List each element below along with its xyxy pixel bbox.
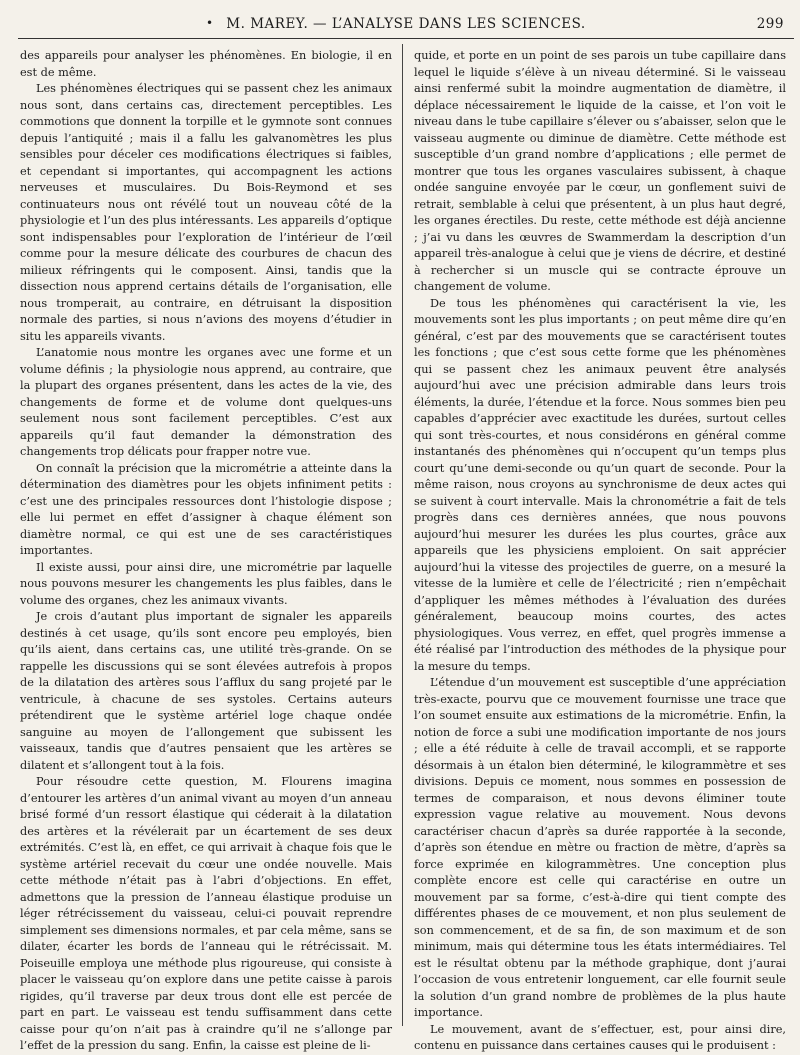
- header-title: M. MAREY. — L’ANALYSE DANS LES SCIENCES.: [226, 16, 586, 32]
- paragraph: des appareils pour analyser les phénomènes. En biologie, il en est de même.: [20, 49, 392, 79]
- header-rule: [18, 38, 794, 39]
- page-number: 299: [756, 16, 784, 32]
- column-divider: [402, 44, 403, 1026]
- paragraph: Je crois d’autant plus important de signaler les appareils destinés à cet usage, qu’ils sont encore peu employés, bien qu’ils aient, dans certains cas, une utilité très-grande. On se rappelle les discussions qui se sont élevées autrefois à propos de la dilatation des artères sous l’afflux du sang projeté par le ventricule, à chacune de ses systoles. Certains auteurs prétendirent que le système artériel loge chaque ondée sanguine au moyen de l’allongement que subissent les vaisseaux, tandis que d’autres pensaient que les artères se dilatent et s’allongent tout à la fois.: [20, 610, 392, 772]
- running-header: [20, 12, 792, 36]
- paragraph: De tous les phénomènes qui caractérisent la vie, les mouvements sont les plus importants ; on peut même dire qu’en général, c’est par des mouvements que se caractérisent toutes les fonctions ; que c’est sous cette forme que les phénomènes qui se passent chez les animaux peuvent être analysés aujourd’hui avec une précision admirable dans leurs trois éléments, la durée, l’étendue et la force. Nous sommes bien peu capables d’apprécier avec exactitude les durées, surtout celles qui sont très-courtes, et nous considérons en général comme instantanés des phénomènes qui n’occupent qu’un temps plus court qu’une demi-seconde ou qu’un quart de seconde. Pour la même raison, nous croyons au synchronisme de deux actes qui se suivent à court intervalle. Mais la chronométrie a fait de tels progrès dans ces dernières années, que nous pouvons aujourd’hui mesurer les durées les plus courtes, grâce aux appareils que les physiciens emploient. On sait apprécier aujourd’hui la vitesse des projectiles de guerre, on a mesuré la vitesse de la lumière et celle de l’électricité ; rien n’empêchait d’appliquer les mêmes méthodes à l’évaluation des durées généralement, beaucoup moins courtes, des actes physiologiques. Vous verrez, en effet, quel progrès immense a été réalisé par l’introduction des méthodes de la physique pour la mesure du temps.: [414, 296, 786, 673]
- paragraph: Les phénomènes électriques qui se passent chez les animaux nous sont, dans certains cas, directement perceptibles. Les commotions que donnent la torpille et le gymnote sont connues depuis l’antiquité ; mais il a fallu les galvanomètres les plus sensibles pour déceler ces modifications électriques si faibles, et cependant si importantes, qui accompagnent les actions nerveuses et musculaires. Du Bois-Reymond et ses continuateurs nous ont révélé tout un nouveau côté de la physiologie et l’un des plus intéressants. Les appareils d’optique sont indispensables pour l’exploration de l’intérieur de l’œil comme pour la mesure délicate des courbures de chacun des milieux réfringents qui le composent. Ainsi, tandis que la dissection nous apprend certains détails de l’organisation, elle nous tromperait, au contraire, en détruisant la disposition normale des parties, si nous n’avions des moyens d’étudier in situ les appareils vivants.: [20, 82, 392, 343]
- left-column: [20, 48, 392, 1052]
- paragraph: Le mouvement, avant de s’effectuer, est, pour ainsi dire, contenu en puissance dans certaines causes qui le produisent :: [414, 1022, 786, 1052]
- paragraph: L’anatomie nous montre les organes avec une forme et un volume définis ; la physiologie nous apprend, au contraire, que la plupart des organes présentent, dans les actes de la vie, des changements de forme et de volume dont quelques-uns seulement nous sont facilement perceptibles. C’est aux appareils qu’il faut demander la démonstration des changements trop délicats pour frapper notre vue.: [20, 346, 392, 458]
- paragraph: quide, et porte en un point de ses parois un tube capillaire dans lequel le liquide s’élève à un niveau déterminé. Si le vaisseau ainsi renfermé subit la moindre augmentation de diamètre, il déplace nécessairement le liquide de la caisse, et l’on voit le niveau dans le tube capillaire s’élever ou s’abaisser, selon que le vaisseau augmente ou diminue de diamètre. Cette méthode est susceptible d’un grand nombre d’applications ; elle permet de montrer que tous les organes vasculaires subissent, à chaque ondée sanguine envoyée par le cœur, un gonflement suivi de retrait, semblable à celui que présentent, à un plus haut degré, les organes érectiles. Du reste, cette méthode est déjà ancienne ; j’ai vu dans les œuvres de Swammerdam la description d’un appareil très-analogue à celui que je viens de décrire, et destiné à rechercher si un muscle qui se contracte éprouve un changement de volume.: [414, 49, 786, 293]
- paragraph: L’étendue d’un mouvement est susceptible d’une appréciation très-exacte, pourvu que ce mouvement fournisse une trace que l’on soumet ensuite aux estimations de la micrométrie. Enfin, la notion de force a subi une modification importante de nos jours ; elle a été réduite à celle de travail accompli, et se rapporte désormais à un étalon bien déterminé, le kilogrammètre et ses divisions. Depuis ce moment, nous sommes en possession de termes de comparaison, et nous devons éliminer toute expression vague relative au mouvement. Nous devons caractériser chacun d’après sa durée rapportée à la seconde, d’après son étendue en mètre ou fraction de mètre, d’après sa force exprimée en kilogrammètres. Une conception plus complète encore est celle qui caractérise en outre un mouvement par sa forme, c’est-à-dire qui tient compte des différentes phases de ce mouvement, et non plus seulement de son commencement, et de sa fin, de son maximum et de son minimum, mais qui détermine tous les états intermédiaires. Tel est le résultat obtenu par la méthode graphique, dont j’aurai l’occasion de vous entretenir longuement, car elle fournit seule la solution d’un grand nombre de problèmes de la plus haute importance.: [414, 676, 786, 1019]
- paragraph: Pour résoudre cette question, M. Flourens imagina d’entourer les artères d’un animal vivant au moyen d’un anneau brisé formé d’un ressort élastique qui céderait à la dilatation des artères et la révélerait par un écartement de ses deux extrémités. C’est là, en effet, ce qui arrivait à chaque fois que le système artériel recevait du cœur une ondée nouvelle. Mais cette méthode n’était pas à l’abri d’objections. En effet, admettons que la pression de l’anneau élastique produise un léger rétrécissement du vaisseau, celui-ci pouvait reprendre simplement ses dimensions normales, et par cela même, sans se dilater, écarter les bords de l’anneau qui le rétrécissait. M. Poiseuille employa une méthode plus rigoureuse, qui consiste à placer le vaisseau qu’on explore dans une petite caisse à parois rigides, qu’il traverse par deux trous dont elle est percée de part en part. Le vaisseau est tendu suffisamment dans cette caisse pour qu’on n’ait pas à craindre qu’il ne s’allonge par l’effet de la pression du sang. Enfin, la caisse est pleine de li-: [20, 775, 392, 1052]
- paragraph: On connaît la précision que la micrométrie a atteinte dans la détermination des diamètres pour les objets infiniment petits : c’est une des principales ressources dont l’histologie dispose ; elle lui permet en effet d’assigner à chaque élément son diamètre normal, ce qui est une de ses caractéristiques importantes.: [20, 461, 392, 557]
- paragraph: Il existe aussi, pour ainsi dire, une micrométrie par laquelle nous pouvons mesurer les changements les plus faibles, dans le volume des organes, chez les animaux vivants.: [20, 560, 392, 607]
- right-column: [414, 48, 786, 1052]
- header-bullet-icon: •: [206, 16, 214, 30]
